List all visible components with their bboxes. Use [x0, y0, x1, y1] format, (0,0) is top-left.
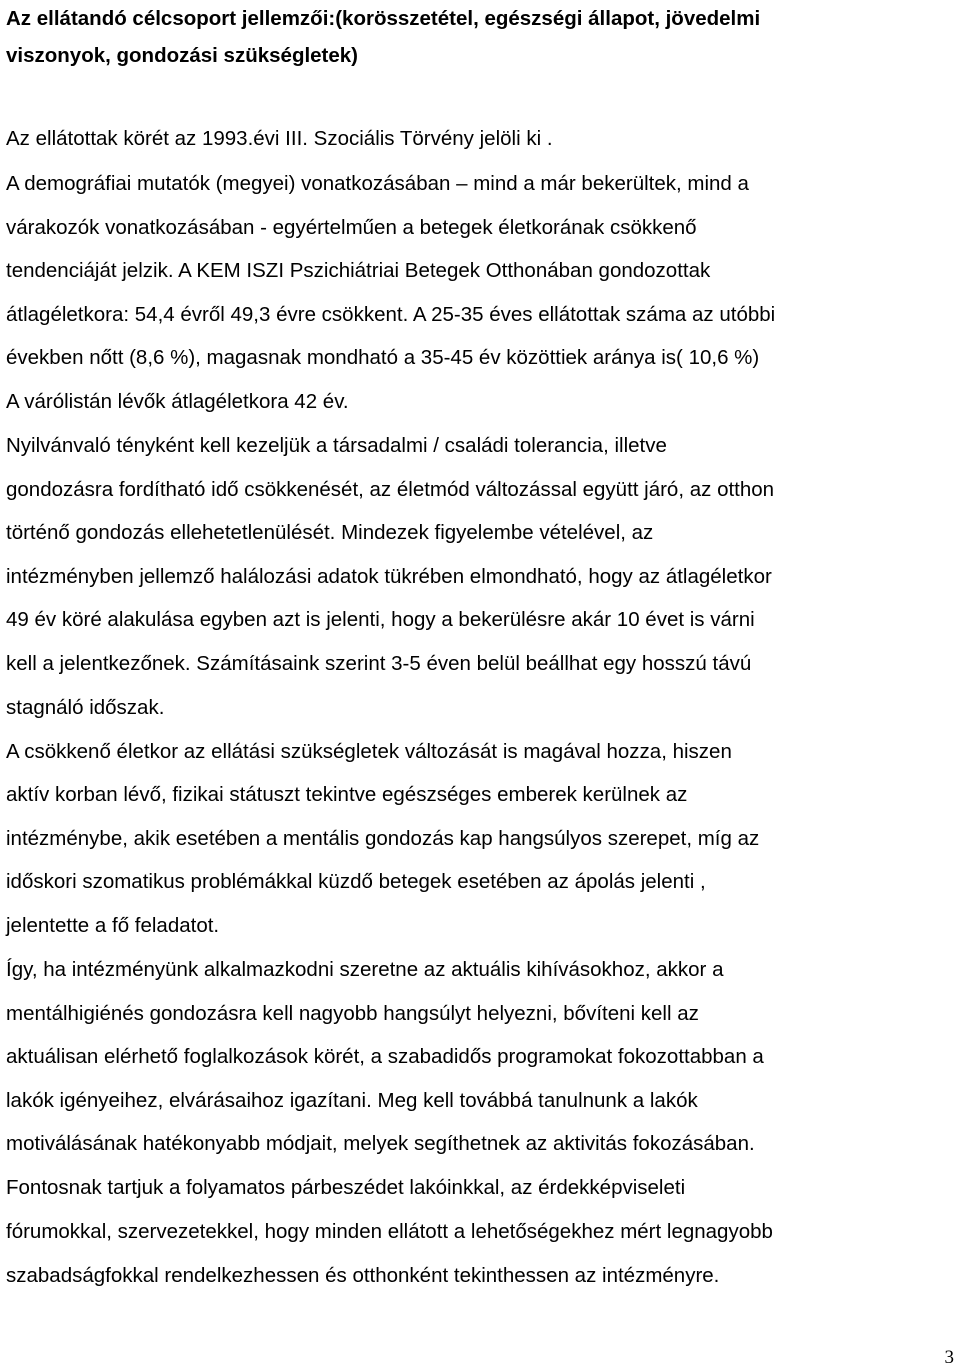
body-line-2: A demográfiai mutatók (megyei) vonatkozásában – mind a már bekerültek, mind a [6, 172, 749, 195]
body-line-6: években nőtt (8,6 %), magasnak mondható a 35-45 év közöttiek aránya is( 10,6 %) [6, 346, 760, 369]
body-line-9: gondozásra fordítható idő csökkenését, az életmód változással együtt járó, az otthon [6, 478, 775, 501]
body-line-7: A várólistán lévők átlagéletkora 42 év. [6, 390, 349, 413]
body-line-4: tendenciáját jelzik. A KEM ISZI Pszichiátriai Betegek Otthonában gondozottak [6, 259, 711, 282]
body-line-24: motiválásának hatékonyabb módjait, melyek segíthetnek az aktivitás fokozásában. [6, 1132, 755, 1155]
heading-line-2: viszonyok, gondozási szükségletek) [6, 44, 359, 67]
heading-line-1: Az ellátandó célcsoport jellemzői:(korösszetétel, egészségi állapot, jövedelmi [6, 7, 761, 30]
body-line-17: intézménybe, akik esetében a mentális gondozás kap hangsúlyos szerepet, míg az [6, 827, 760, 850]
body-line-10: történő gondozás ellehetetlenülését. Mindezek figyelembe vételével, az [6, 521, 654, 544]
body-line-11: intézményben jellemző halálozási adatok tükrében elmondható, hogy az átlagéletkor [6, 565, 772, 588]
body-line-16: aktív korban lévő, fizikai státuszt tekintve egészséges emberek kerülnek az [6, 783, 688, 806]
body-line-26: fórumokkal, szervezetekkel, hogy minden ellátott a lehetőségekhez mért legnagyobb [6, 1220, 773, 1243]
body-line-8: Nyilvánvaló tényként kell kezeljük a társadalmi / családi tolerancia, illetve [6, 434, 667, 457]
body-line-15: A csökkenő életkor az ellátási szükségletek változását is magával hozza, hiszen [6, 740, 732, 763]
section-heading [6, 0, 956, 74]
body-line-1: Az ellátottak körét az 1993.évi III. Szociális Törvény jelöli ki . [6, 127, 553, 150]
body-line-5: átlagéletkora: 54,4 évről 49,3 évre csökkent. A 25-35 éves ellátottak száma az utóbbi [6, 303, 776, 326]
body-line-14: stagnáló időszak. [6, 696, 165, 719]
body-line-20: Így, ha intézményünk alkalmazkodni szeretne az aktuális kihívásokhoz, akkor a [6, 958, 724, 981]
body-line-22: aktuálisan elérhető foglalkozások körét, a szabadidős programokat fokozottabban a [6, 1045, 764, 1068]
body-line-23: lakók igényeihez, elvárásaihoz igazítani. Meg kell továbbá tanulnunk a lakók [6, 1089, 698, 1112]
body-line-21: mentálhigiénés gondozásra kell nagyobb hangsúlyt helyezni, bővíteni kell az [6, 1002, 699, 1025]
body-line-13: kell a jelentkezőnek. Számításaink szerint 3-5 éven belül beállhat egy hosszú távú [6, 652, 752, 675]
body-line-27: szabadságfokkal rendelkezhessen és otthonként tekinthessen az intézményre. [6, 1264, 720, 1287]
body-line-19: jelentette a fő feladatot. [6, 914, 220, 937]
body-line-12: 49 év köré alakulása egyben azt is jelenti, hogy a bekerülésre akár 10 évet is várni [6, 608, 755, 631]
page-number: 3 [944, 1347, 954, 1368]
body-line-3: várakozók vonatkozásában - egyértelműen a betegek életkorának csökkenő [6, 216, 697, 239]
body-line-18: időskori szomatikus problémákkal küzdő betegek esetében az ápolás jelenti , [6, 870, 706, 893]
body-line-25: Fontosnak tartjuk a folyamatos párbeszédet lakóinkkal, az érdekképviseleti [6, 1176, 686, 1199]
